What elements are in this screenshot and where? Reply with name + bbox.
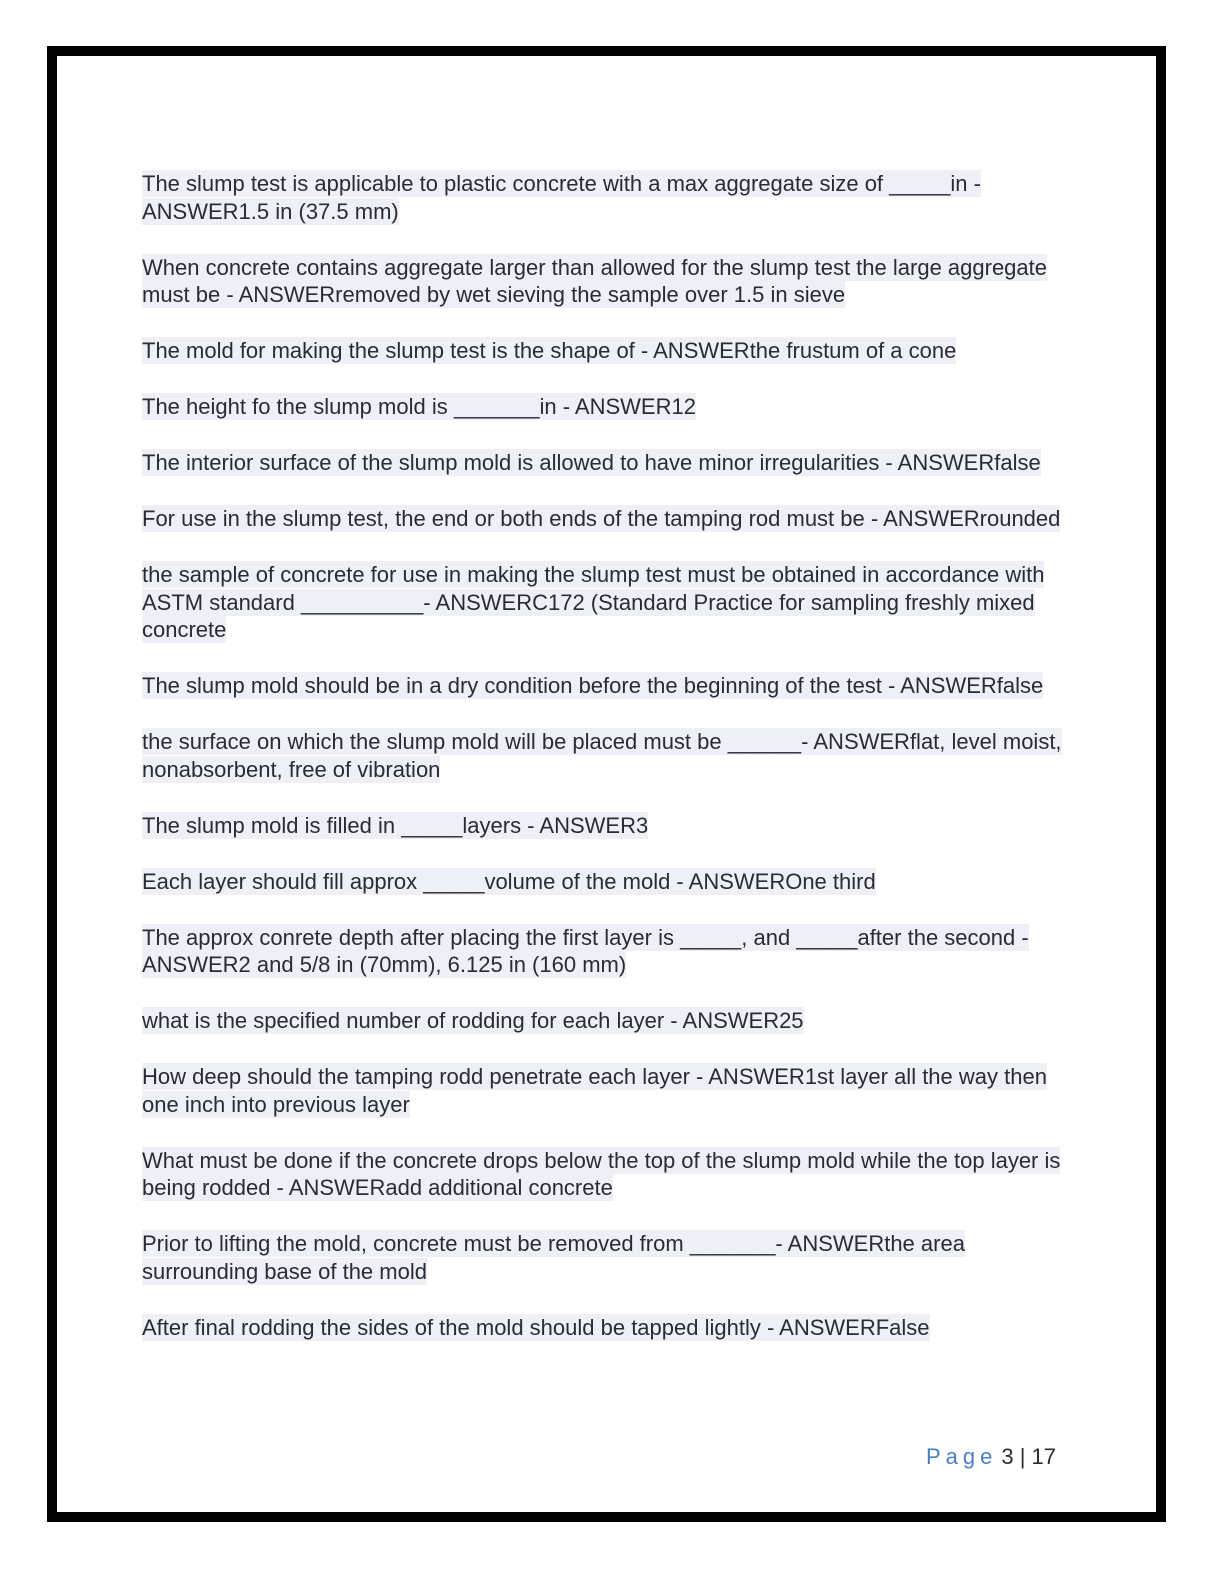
qa-text: After final rodding the sides of the mold should be tapped lightly - ANSWERFalse: [142, 1314, 930, 1340]
qa-text: the surface on which the slump mold will be placed must be ______- ANSWERflat, level moist, nonabsorbent, free of vibration: [142, 729, 1062, 782]
qa-text: the sample of concrete for use in making the slump test must be obtained in accordance with ASTM standard __________- ANSWERC172 (Standard Practice for sampling freshly mixed concrete: [142, 562, 1045, 642]
qa-text: How deep should the tamping rodd penetrate each layer - ANSWER1st layer all the way then one inch into previous layer: [142, 1064, 1047, 1117]
qa-text: The interior surface of the slump mold is allowed to have minor irregularities - ANSWERfalse: [142, 450, 1041, 475]
qa-item: [142, 812, 1077, 840]
qa-text: The slump test is applicable to plastic concrete with a max aggregate size of _____in - ANSWER1.5 in (37.5 mm): [142, 171, 981, 224]
qa-text: The slump mold should be in a dry condition before the beginning of the test - ANSWERfalse: [142, 673, 1044, 698]
qa-item: [142, 672, 1077, 700]
qa-text: The mold for making the slump test is the shape of - ANSWERthe frustum of a cone: [142, 338, 957, 363]
page-number: 3 | 17: [1001, 1444, 1056, 1469]
qa-item: [142, 868, 1077, 896]
qa-item: [142, 393, 1077, 421]
qa-item: [142, 1314, 1077, 1342]
qa-item: [142, 254, 1077, 309]
qa-text: For use in the slump test, the end or both ends of the tamping rod must be - ANSWERrounded: [142, 506, 1061, 531]
qa-item: [142, 170, 1077, 225]
qa-text: what is the specified number of rodding for each layer - ANSWER25: [142, 1008, 804, 1033]
page-label: Page: [925, 1444, 998, 1469]
qa-text: Each layer should fill approx _____volume of the mold - ANSWEROne third: [142, 868, 876, 894]
qa-text: The approx conrete depth after placing the first layer is _____, and _____after the second - ANSWER2 and 5/8 in (70mm), 6.125 in (160 mm): [142, 924, 1029, 977]
page-footer: [926, 1444, 1056, 1470]
qa-text: Prior to lifting the mold, concrete must be removed from _______- ANSWERthe area surrounding base of the mold: [142, 1231, 965, 1284]
qa-item: [142, 1007, 1077, 1035]
qa-text: The height fo the slump mold is _______in - ANSWER12: [142, 394, 696, 419]
qa-item: [142, 449, 1077, 477]
qa-item: [142, 1230, 1077, 1285]
qa-item: [142, 1147, 1077, 1202]
qa-text: The slump mold is filled in _____layers - ANSWER3: [142, 812, 649, 838]
qa-item: [142, 1063, 1077, 1118]
qa-item: [142, 561, 1077, 644]
qa-list: [142, 170, 1077, 1370]
qa-item: [142, 924, 1077, 979]
qa-text: What must be done if the concrete drops below the top of the slump mold while the top layer is being rodded - ANSWERadd additional concrete: [142, 1147, 1061, 1200]
qa-item: [142, 505, 1077, 533]
qa-item: [142, 337, 1077, 365]
qa-text: When concrete contains aggregate larger than allowed for the slump test the large aggregate must be - ANSWERremoved by wet sieving the sample over 1.5 in sieve: [142, 254, 1047, 307]
qa-item: [142, 728, 1077, 783]
